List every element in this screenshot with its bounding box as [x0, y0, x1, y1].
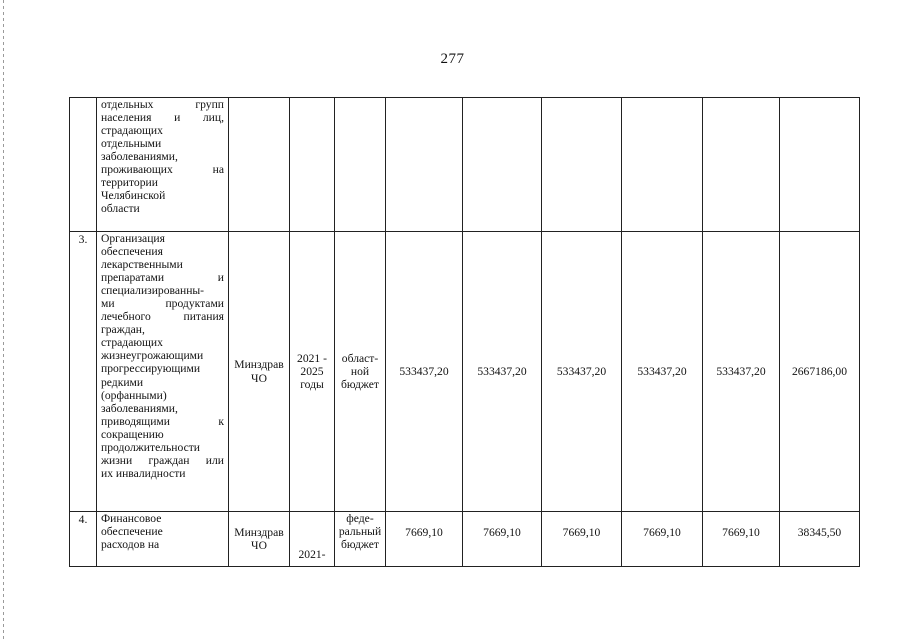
value-cell — [703, 98, 780, 232]
value-cell: 533437,20 — [703, 232, 780, 512]
total-value-cell: 2667186,00 — [780, 232, 860, 512]
total-value-cell — [780, 98, 860, 232]
measure-name-line: граждан, — [101, 323, 145, 337]
measure-name-line: сокращению — [101, 427, 164, 441]
measure-name-line: их инвалидности — [101, 466, 186, 480]
measure-name-line: прогрессирующими — [101, 362, 201, 376]
measure-name-line: заболеваниями, — [101, 150, 178, 164]
measure-name-line: проживающих на — [101, 163, 224, 177]
funding-source-cell — [335, 98, 386, 232]
measure-name-line: специализированны- — [101, 284, 205, 298]
measure-name-line: продолжительности — [101, 440, 200, 454]
measure-name-line: Организация — [101, 232, 165, 245]
measure-name-line: приводящими к — [101, 414, 224, 428]
measure-name-line: страдающих — [101, 124, 163, 138]
period-cell: 2021- — [290, 512, 335, 567]
measure-name-line: (орфанными) — [101, 388, 167, 402]
measure-name-cell — [97, 232, 229, 512]
measure-name-line: обеспечение — [101, 525, 163, 539]
value-cell: 7669,10 — [622, 512, 703, 567]
table-row — [70, 232, 860, 512]
value-cell: 7669,10 — [542, 512, 622, 567]
row-number-cell: 4. — [70, 512, 97, 567]
measure-name-line: жизнеугрожающими — [101, 349, 204, 363]
measure-name-cell — [97, 512, 229, 567]
table-row — [70, 98, 860, 232]
value-cell: 7669,10 — [386, 512, 463, 567]
measure-name-line: области — [101, 202, 140, 216]
measure-name-line: заболеваниями, — [101, 401, 178, 415]
value-cell: 533437,20 — [542, 232, 622, 512]
measure-name-line: Финансовое — [101, 512, 162, 525]
value-cell: 533437,20 — [463, 232, 542, 512]
measure-name-line: расходов на — [101, 538, 160, 552]
measure-name-line: обеспечения — [101, 245, 163, 259]
table-row — [70, 512, 860, 567]
value-cell: 533437,20 — [386, 232, 463, 512]
measure-name-line: жизни граждан или — [101, 453, 224, 467]
measure-name-line: территории — [101, 176, 158, 190]
measure-name-line: редкими — [101, 375, 144, 389]
measure-name-line: страдающих — [101, 336, 163, 350]
measure-name-line: отдельными — [101, 137, 162, 151]
period-cell: 2021 - 2025 годы — [290, 232, 335, 512]
value-cell — [622, 98, 703, 232]
value-cell — [542, 98, 622, 232]
measure-name-line: отдельных групп — [101, 98, 224, 111]
value-cell: 7669,10 — [463, 512, 542, 567]
value-cell — [463, 98, 542, 232]
measure-name-line: населения и лиц, — [101, 111, 224, 125]
row-number-cell — [70, 98, 97, 232]
executor-cell: Минздрав ЧО — [229, 232, 290, 512]
measure-name-line: лечебного питания — [101, 310, 224, 324]
row-number-cell: 3. — [70, 232, 97, 512]
measure-name-line: лекарственными — [101, 258, 183, 272]
measure-name-cell — [97, 98, 229, 232]
total-value-cell: 38345,50 — [780, 512, 860, 567]
executor-cell — [229, 98, 290, 232]
funding-source-cell: феде- ральный бюджет — [335, 512, 386, 567]
value-cell: 7669,10 — [703, 512, 780, 567]
measure-name-line: ми продуктами — [101, 297, 224, 311]
period-cell — [290, 98, 335, 232]
value-cell — [386, 98, 463, 232]
value-cell: 533437,20 — [622, 232, 703, 512]
budget-table — [69, 97, 860, 567]
page-number: 277 — [440, 51, 465, 67]
measure-name-line: препаратами и — [101, 271, 224, 285]
measure-name-line: Челябинской — [101, 189, 166, 203]
scan-margin-line — [3, 0, 4, 640]
executor-cell: Минздрав ЧО — [229, 512, 290, 567]
funding-source-cell: област- ной бюджет — [335, 232, 386, 512]
